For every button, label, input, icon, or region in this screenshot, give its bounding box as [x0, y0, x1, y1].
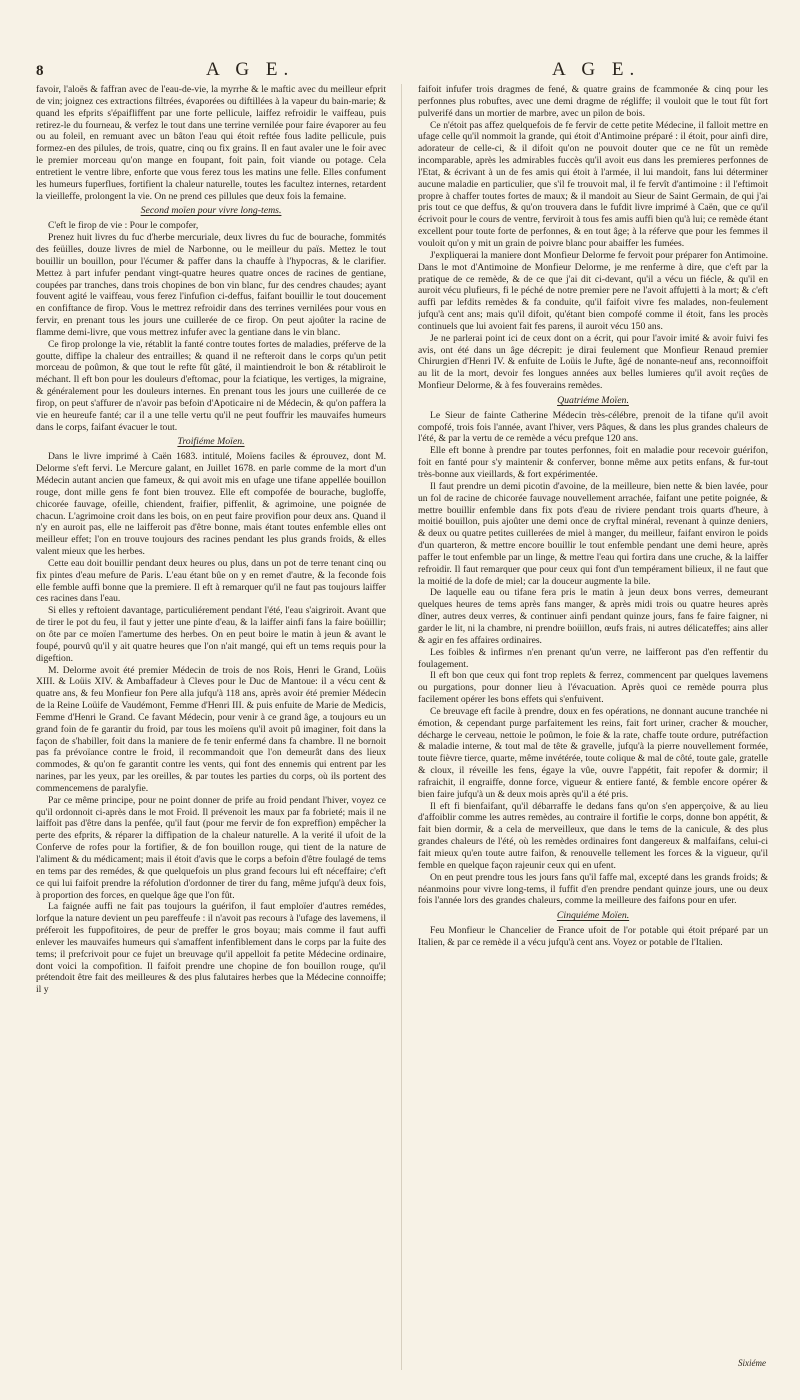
paragraph: Il eft bon que ceux qui font trop replets & ferrez, commencent par quelques lavemens ou purgations, pour donner lieu à l'évacuation. Après quoi ce remède pourra plus facilement opérer les bons effets qui s'enfuivent. [418, 670, 768, 706]
paragraph: Il eft fi bienfaifant, qu'il débarraffe le dedans fans qu'on s'en apperçoive, & au lieu d'affoiblir comme les autres remèdes, au contraire il fortifie le corps, donne bon appétit, & fait bien dormir, & a cela de merveilleux, que dans le tems de la canicule, & des plus grandes chaleurs de l'été, où les remèdes ordinaires font dangereux & malfaifans, celui-ci fait mieux qu'en toute autre faifon, & renouvelle tellement les forces & la vigueur, qu'il femble en quelque façon rajeunir ceux qui en ufent. [418, 800, 768, 871]
paragraph: faifoit infufer trois dragmes de fené, & quatre grains de fcammonée & cinq pour les perfonnes plus robuftes, avec une demi dragme de régliffe; il vouloit que le tout fût fort pulverifé dans un mortier de marbre, avec un pilon de bois. [418, 84, 768, 119]
paragraph: C'eft le firop de vie : Pour le compofer, [48, 220, 199, 232]
paragraph: Cette eau doit bouillir pendant deux heures ou plus, dans un pot de terre tenant cinq ou fix pintes d'eau mefure de Paris. L'eau étant bûe on y en remet d'autre, & la feconde fois elle femble auffi bonne que la premiere. Il eft à remarquer qu'il ne faut pas toujours laiffer ces racines dans l'eau. [36, 557, 386, 605]
paragraph: La faignée auffi ne fait pas toujours la guérifon, il faut emploïer d'autres remédes, lorfque la nature devient un peu pareffeufe : il n'avoit pas recours à l'ufage des lavemens, il préferoit les fuppofitoires, de peur de preffer le gros boyau; mais comme il faut auffi enlever les mauvaifes humeurs qui s'amaffent infenfiblement dans le corps par la fuite des tems; il prefcrivoit pour ce fujet un breuvage qu'il appelloit fa petite Médecine ordinaire, dont voici la compofition. Il faifoit prendre une chopine de fon bouillon rouge, qu'il prétendoit être fait des meilleures & des plus falutaires herbes que la Médecine connoiffe; il y [36, 901, 386, 996]
section-heading: Second moïen pour vivre long-tems. [140, 205, 282, 217]
paragraph: Je ne parlerai point ici de ceux dont on a écrit, qui pour l'avoir imité & avoir fuivi fes avis, ont été dans un âge décrepit: je dirai feulement que Monfieur Renaud premier Chirurgien d'Henri IV. & enfuite de Loüis le Jufte, âgé de nonante-neuf ans, reconnoiffoit au lit de la mort, devoir fes longues années aux belles lumieres qu'il avoit reçûes de Monfieur Delorme, & à fes fouverains remèdes. [418, 332, 768, 392]
paragraph: Si elles y reftoient davantage, particuliérement pendant l'été, l'eau s'aigriroit. Avant que de tirer le pot du feu, il faut y jetter une pinte d'eau, & la laiffer ainfi fans la faire boüillir; on ôte par ce moïen l'amertume des herbes. On en peut boire le matin à jeun & avant le foupé, pourvû qu'il y ait quatre heures que l'on n'ait mangé, qui eft un tems requis pour la digeftion. [36, 605, 386, 664]
paragraph: Ce n'étoit pas affez quelquefois de fe fervir de cette petite Médecine, il falloit mettre en ufage celle qu'il nommoit la grande, qui étoit d'Antimoine préparé : il étoit, pour ainfi dire, adorateur de celle-ci, & il difoit qu'on ne pouvoit douter que ce ne fût un remède incomparable, après les admirables fuccès qu'il avoit eus dans les premieres perfonnes de l'Etat, & écrivant à un de fes amis qui étoit à l'armée, il lui mandoit, fans lui déterminer aucune maladie en particulier, que s'il fe trouvoit mal, il fe fervît d'antimoine : il l'eftimoit propre à chaffer toutes fortes de maux; & il mandoit au Sieur de Saint Germain, de qui j'ai pris tout ce que deffus, & qu'on trouvera dans le fufdit livre imprimé à Caën, que ce qu'il écrivoit pour le cours de ventre, ferviroit à tous fes amis auffi bien qu'à lui; ce remède étant excellent pour toute forte de perfonnes, & en tout âge; à la réferve que pour les femmes il vouloit qu'on y mit un grain de poivre blanc pour abaiffer les fumées. [418, 119, 768, 249]
paragraph: Le Sieur de fainte Catherine Médecin très-célébre, prenoit de la tifane qu'il avoit compofé, trois fois l'année, avant l'hiver, vers Pâques, & dans les plus grandes chaleurs de l'été, & par la vertu de ce remède a vécu prefque 120 ans. [418, 409, 768, 445]
section-heading: Cinquiéme Moïen. [556, 910, 630, 922]
paragraph: Ce firop prolonge la vie, rétablit la fanté contre toutes fortes de maladies, préferve de la goutte, diffipe la chaleur des entrailles; & quand il ne refteroit dans le corps qu'un petit morceau de poûmon, & que tout le refte fût gâté, il maintiendroit le bon & rétabliroit le méchant. Il eft bon pour les douleurs d'eftomac, pour la fciatique, les vertiges, la migraine, & généralement pour les douleurs internes. En prenant tous les jours une cuillerée de ce firop, on peut s'affurer de n'avoir pas befoin d'Apoticaire ni de Médecin, & qu'on paffera la vie en heureufe fanté; car il a une telle vertu qu'il ne peut fouffrir les mauvaifes humeurs dans le corps, faifant évacuer le tout. [36, 338, 386, 433]
paragraph: Elle eft bonne à prendre par toutes perfonnes, foit en maladie pour recevoir guérifon, foit en fanté pour s'y maintenir & conferver, bonne même aux petits enfans, & fur-tout très-bonne aux vieillards, & fort expérimentée. [418, 445, 768, 480]
paragraph: M. Delorme avoit été premier Médecin de trois de nos Rois, Henri le Grand, Loüis XIII. & Loüis XIV. & Ambaffadeur à Cleves pour le Duc de Mantoue: il a vécu cent & quatre ans, & feu Monfieur fon Pere alla jufqu'à 118 ans, après avoir été premier Médecin de la Reine Loüife de Vaudémont, Femme d'Henri III. & puis enfuite de Marie de Medicis, Femme d'Henri le Grand. Ce favant Médecin, pour venir à ce grand âge, a toujours eu un grand foin de fe garantir du froid, par tous les moïens qu'il avoit pû imaginer, foit dans la façon de s'habiller, foit dans la maniere de fe tenir enfermé dans fa chambre. Il ne bornoit pas fa prévoïance contre le froid, il recommandoit que l'on demeurât dans des lieux commodes, & qu'on fe garantit contre les vents, qui font des ennemis qui entrent par les narines, par les yeux, par les oreilles, & par toutes les parties du corps, où ils portent des commencemens de paralyfie. [36, 664, 386, 794]
paragraph: Ce breuvage eft facile à prendre, doux en fes opérations, ne donnant aucune tranchée ni émotion, & cependant purge parfaitement les reins, fait fort uriner, cracher & moucher, décharge le cerveau, nettoie le poûmon, le foie & la rate, chaffe toute ordure, putréfaction & maladie interne, & tout mal de tête & gravelle, jufqu'à la pierre nouvellement formée, toute fièvre tierce, quarte, même invétérée, toute colique & mal de côté, toute gale, gratelle & cloux, il réveille les fens, égaye la vûe, ouvre l'appétit, fait repofer & dormir; il rafraichit, il engraiffe, donne force, vigueur & entiere fanté, & femble encore opérer & bien faire jufqu'à un & deux mois après qu'il a été pris. [418, 705, 768, 800]
column-divider [401, 84, 402, 1370]
paragraph: favoir, l'aloës & faffran avec de l'eau-de-vie, la myrrhe & le maftic avec du meilleur efprit de vin; joignez ces extractions filtrées, évaporées ou diftillées à la vapeur du bain-marie; & quand les efprits s'épaifliffent par une forte pellicule, laiffez refroidir le vaiffeau, puis retirez-le du fourneau, & verfez le tout dans une terrine vernilée pour faire évaporer au feu ou au foleil, en remuant avec un bâton l'eau qui étoit reftée fous ladite pellicule, puis formez-en des pilules, de trois, quatre, cinq ou fix grains. Il en faut avaler une le foir avec le premier morceau qu'on mange en foupant, foit pain, foit viande ou potage. Cela entretient le ventre libre, enforte que vous ferez tous les matins une felle. Elles confument les humeurs fuperflues, fortifient la chaleur naturelle, toutes les facultez internes, retardent la vieilleffe, prolongent la vie. On ne prend ces pillules que deux fois la femaine. [36, 84, 386, 202]
running-head-right: A G E. [552, 59, 641, 80]
paragraph: J'expliquerai la maniere dont Monfieur Delorme fe fervoit pour préparer fon Antimoine. Dans le mot d'Antimoine de Monfieur Delorme, je me renferme à dire, que c'eft par la pratique de ce remède, & de ce que j'ai dit ci-devant, qu'il a vécu un fiécle, & qu'il en auroit vécu plufieurs, fi le péché de notre premier pere ne l'avoit affujetti à la mort; & c'eft auffi par lefdits remèdes & fa conduite, qu'il faifoit vivre fes malades, non-feulement jufqu'à cent ans; mais qu'il difoit, qu'étant bien compofé comme il étoit, fans les procès continuels que lui avoient fait fes parens, il auroit vécu 150 ans. [418, 249, 768, 332]
paragraph: Dans le livre imprimé à Caën 1683. intitulé, Moïens faciles & éprouvez, dont M. Delorme s'eft fervi. Le Mercure galant, en Juillet 1678. en parle comme de la mort d'un Médecin autant ancien que fameux, & qui avoit mis en ufage une tifane appellée bouillon rouge, dont mille gens fe font bien trouvez. Elle eft compofée de bourache, bugloffe, chicorée fauvage, ofeille, chiendent, fraifier, piffenlit, & agrimoine, une poignée de chacun. L'agrimoine croit dans les bois, on en peut faire provifion pour deux ans. Quand il n'y en auroit pas, elle ne laifferoit pas d'être bonne, mais étant toutes enfemble elles ont meilleur effet; l'on en trouve toujours des racines pendant les plus grands froids, & elles valent mieux que les herbes. [36, 451, 386, 558]
paragraph: Il faut prendre un demi picotin d'avoine, de la meilleure, bien nette & bien lavée, pour un fol de racine de chicorée fauvage nouvellement arrachée, faifant une petite poignée, & mettre bouillir enfemble dans fix pots d'eau de riviere pendant trois quarts d'heure, à moitié bouillon, puis ajoûter une demi once de cryftal minéral, revenant à quinze deniers, & deux ou quatre petites cuillerées de miel à manger, du meilleur, faifant environ le poids d'un quarteron, & mettre encore bouillir le tout enfemble pendant une demi heure, après paffer le tout enfemble par un linge, & mettre l'eau qui fortira dans une cruche, & la laiffer refroidir. Il faut remarquer que pour ceux qui font d'un tempérament bilieux, il ne faut que la moitié de la dofe de miel; car la douceur augmente la bile. [418, 480, 768, 587]
left-column [36, 84, 386, 1380]
catchword: Sixiéme [738, 1358, 766, 1368]
paragraph: Prenez huit livres du fuc d'herbe mercuriale, deux livres du fuc de bourache, fommités des feüilles, douze livres de miel de Narbonne, ou le meilleur du païs. Mettez le tout bouillir un bouillon, pour l'écumer & paffer dans la chauffe à l'hypocras, & le clarifier. Mettez à part infufer pendant vingt-quatre heures quatre onces de racines de gentiane, coupées par tranches, dans trois chopines de bon vin blanc, fur des cendres chaudes; ayant fouvent agité le vaiffeau, vous ferez l'infufion ci-deffus, faifant bouillir le tout doucement en confiftance de firop. Vous le mettrez refroidir dans des terrines vernilées pour vous en fervir, en prenant tous les jours une cuillerée de ce firop. On peut ajoûter la racine de flamme demi-livre, que vous mettrez infufer avec la gentiane dans le vin blanc. [36, 232, 386, 338]
right-column [418, 84, 768, 1380]
section-heading: Quatriéme Moïen. [557, 394, 629, 406]
paragraph: De laquelle eau ou tifane fera pris le matin à jeun deux bons verres, demeurant quelques heures de tems après fans manger, & après midi trois ou quatre heures après dîner, autres deux verres, & continuer ainfi pendant quinze jours, fans fe faire faigner, ni garder le lit, ni la chambre, ni prendre boüillon, œufs frais, ni autres délicateffes; ains aller & agir en fes affaires ordinaires. [418, 587, 768, 646]
section-heading: Troifiéme Moïen. [177, 436, 245, 448]
paragraph: On en peut prendre tous les jours fans qu'il faffe mal, excepté dans les grands froids; & néanmoins pour vivre long-tems, il fuffit d'en prendre pendant quinze jours, une ou deux fois l'année lors des grandes chaleurs, comme la meilleure des faifons pour en ufer. [418, 871, 768, 907]
page-number: 8 [36, 63, 44, 79]
paragraph: Par ce même principe, pour ne point donner de prife au froid pendant l'hiver, voyez ce qu'il ordonnoit ci-après dans le mot Froid. Il prévenoit les maux par fa fobrieté; mais il ne laiffoit pas d'être dans la penfée, qu'il faut (pour me fervir de fon expreffion) empêcher la perte des efprits, & réparer la diffipation de la chaleur naturelle. A la verité il ufoit de la Conferve de rofes pour la fortifier, & de fon bouillon rouge, qui tient de la nature de l'aliment & du médicament; mais il étoit d'avis que le corps a befoin d'être foulagé de tems en tems par des remédes, & que quelquefois un plus grand fecours lui eft néceffaire; c'eft ce qui lui faifoit prendre la réfolution d'ordonner de tirer du fang, même jufqu'à deux fois, à proportion des forces, en quelque âge que l'on fût. [36, 794, 386, 901]
paragraph: Les foibles & infirmes n'en prenant qu'un verre, ne laifferont pas d'en reffentir du foulagement. [418, 646, 768, 670]
paragraph: Feu Monfieur le Chancelier de France ufoit de l'or potable qui étoit préparé par un Italien, & par ce remède il a vécu jufqu'à cent ans. Voyez or potable de l'Italien. [418, 925, 768, 948]
running-head-left: A G E. [206, 59, 295, 80]
